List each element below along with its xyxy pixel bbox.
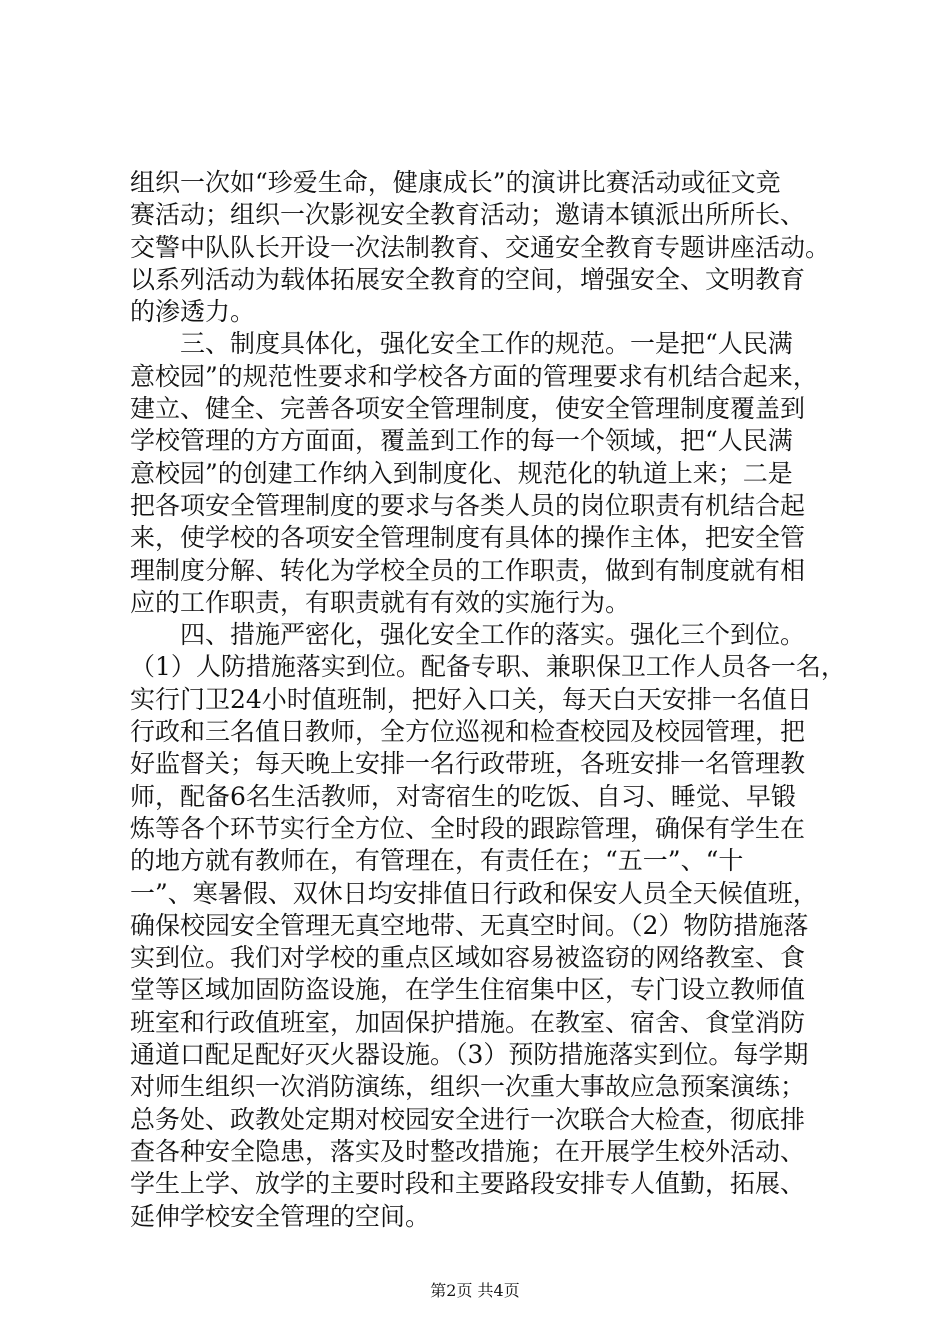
- text-line: 理制度分解、转化为学校全员的工作职责，做到有制度就有相: [130, 555, 806, 585]
- text-line: 的地方就有教师在，有管理在，有责任在；“五一”、“十: [130, 846, 744, 876]
- text-line: 建立、健全、完善各项安全管理制度，使安全管理制度覆盖到: [130, 394, 806, 424]
- text-line: 确保校园安全管理无真空地带、无真空时间。（2）物防措施落: [130, 910, 809, 940]
- text-line: 赛活动；组织一次影视安全教育活动；邀请本镇派出所所长、: [130, 200, 806, 230]
- text-line: 对师生组织一次消防演练，组织一次重大事故应急预案演练；: [130, 1072, 806, 1102]
- text-line: 应的工作职责，有职责就有有效的实施行为。: [130, 587, 631, 617]
- text-line: 查各种安全隐患，落实及时整改措施；在开展学生校外活动、: [130, 1136, 806, 1166]
- text-line: 学生上学、放学的主要时段和主要路段安排专人值勤，拓展、: [130, 1169, 806, 1199]
- text-line: 学校管理的方方面面，覆盖到工作的每一个领域，把“人民满: [130, 426, 793, 456]
- text-line: （1）人防措施落实到位。配备专职、兼职保卫工作人员各一名，: [130, 652, 846, 682]
- text-line: 来，使学校的各项安全管理制度有具体的操作主体，把安全管: [130, 523, 806, 553]
- text-line: 总务处、政教处定期对校园安全进行一次联合大检查，彻底排: [130, 1104, 806, 1134]
- text-line: 通道口配足配好灭火器设施。（3）预防措施落实到位。每学期: [130, 1040, 809, 1070]
- text-line: 实到位。我们对学校的重点区域如容易被盗窃的网络教室、食: [130, 943, 806, 973]
- text-line: 交警中队队长开设一次法制教育、交通安全教育专题讲座活动。: [130, 232, 831, 262]
- text-line: 堂等区域加固防盗设施，在学生住宿集中区，专门设立教师值: [130, 975, 806, 1005]
- text-line: 以系列活动为载体拓展安全教育的空间，增强安全、文明教育: [130, 264, 806, 294]
- text-line: 的渗透力。: [130, 297, 256, 327]
- text-line: 炼等各个环节实行全方位、全时段的跟踪管理，确保有学生在: [130, 813, 806, 843]
- page-number-footer: 第2页 共4页: [430, 1281, 520, 1300]
- paragraph-start-line: 三、制度具体化，强化安全工作的规范。一是把“人民满: [180, 329, 793, 359]
- text-line: 实行门卫24小时值班制，把好入口关，每天白天安排一名值日: [130, 684, 812, 714]
- text-line: 把各项安全管理制度的要求与各类人员的岗位职责有机结合起: [130, 490, 806, 520]
- text-line: 行政和三名值日教师，全方位巡视和检查校园及校园管理，把: [130, 717, 806, 747]
- text-line: 好监督关；每天晚上安排一名行政带班，各班安排一名管理教: [130, 749, 806, 779]
- text-line: 师，配备6名生活教师，对寄宿生的吃饭、自习、睡觉、早锻: [130, 781, 796, 811]
- text-line: 组织一次如“珍爱生命，健康成长”的演讲比赛活动或征文竞: [130, 168, 781, 197]
- paragraph-start-line: 四、措施严密化，强化安全工作的落实。强化三个到位。: [180, 620, 806, 650]
- text-line: 延伸学校安全管理的空间。: [130, 1201, 431, 1231]
- text-line: 意校园”的规范性要求和学校各方面的管理要求有机结合起来，: [130, 361, 818, 391]
- text-line: 意校园”的创建工作纳入到制度化、规范化的轨道上来；二是: [130, 458, 793, 488]
- text-line: 班室和行政值班室，加固保护措施。在教室、宿舍、食堂消防: [130, 1007, 806, 1037]
- text-line: 一”、寒暑假、双休日均安排值日行政和保安人员全天候值班，: [130, 878, 818, 908]
- body-text: [130, 167, 846, 1233]
